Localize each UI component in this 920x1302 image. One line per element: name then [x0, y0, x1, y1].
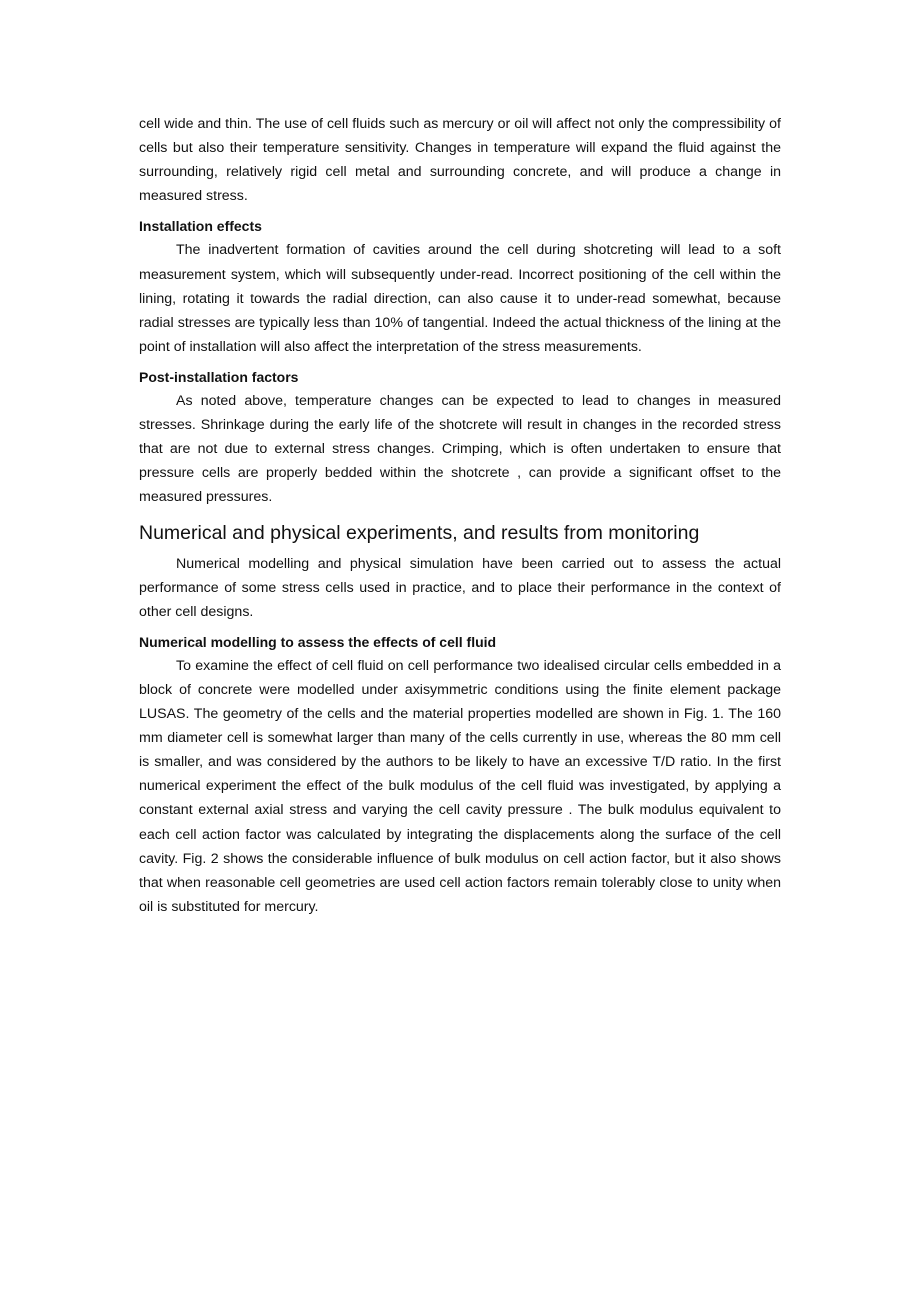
paragraph-numerical-modelling: To examine the effect of cell fluid on cell performance two idealised circular cells embedded in a block of concrete were modelled under axisymmetric conditions using the finite element package LUSAS. The geometry of the cells and the material properties modelled are shown in Fig. 1. The 160 mm diameter cell is somewhat larger than many of the cells currently in use, whereas the 80 mm cell is smaller, and was considered by the authors to be likely to have an excessive T/D ratio. In the first numerical experiment the effect of the bulk modulus of the cell fluid was investigated, by applying a constant external axial stress and varying the cell cavity pressure . The bulk modulus equivalent to each cell action factor was calculated by integrating the displacements along the surface of the cell cavity. Fig. 2 shows the considerable influence of bulk modulus on cell action factor, but it also shows that when reasonable cell geometries are used cell action factors remain tolerably close to unity when oil is substituted for mercury.: [139, 657, 781, 915]
document-page: [139, 112, 781, 919]
subheading-numerical-modelling: Numerical modelling to assess the effects of cell fluid: [139, 633, 497, 650]
subheading-post-installation-factors: Post-installation factors: [139, 368, 299, 385]
paragraph-cell-fluids: cell wide and thin. The use of cell fluids such as mercury or oil will affect not only the compressibility of cells but also their temperature sensitivity. Changes in temperature will expand the fluid against the surrounding, relatively rigid cell metal and surrounding concrete, and will produce a change in measured stress.: [139, 116, 781, 205]
section-heading-experiments: Numerical and physical experiments, and results from monitoring: [139, 521, 700, 544]
paragraph-post-installation-factors: As noted above, temperature changes can be expected to lead to changes in measured stresses. Shrinkage during the early life of the shotcrete will result in changes in the recorded stress that are not due to external stress changes. Crimping, which is often undertaken to ensure that pressure cells are properly bedded within the shotcrete , can provide a significant offset to the measured pressures.: [139, 393, 781, 506]
paragraph-installation-effects: The inadvertent formation of cavities around the cell during shotcreting will lead to a soft measurement system, which will subsequently under-read. Incorrect positioning of the cell within the lining, rotating it towards the radial direction, can also cause it to under-read somewhat, because radial stresses are typically less than 10% of tangential. Indeed the actual thickness of the lining at the point of installation will also affect the interpretation of the stress measurements.: [139, 242, 781, 355]
subheading-installation-effects: Installation effects: [139, 218, 262, 235]
paragraph-experiments-intro: Numerical modelling and physical simulation have been carried out to assess the actual performance of some stress cells used in practice, and to place their performance in the context of other cell designs.: [139, 555, 781, 620]
